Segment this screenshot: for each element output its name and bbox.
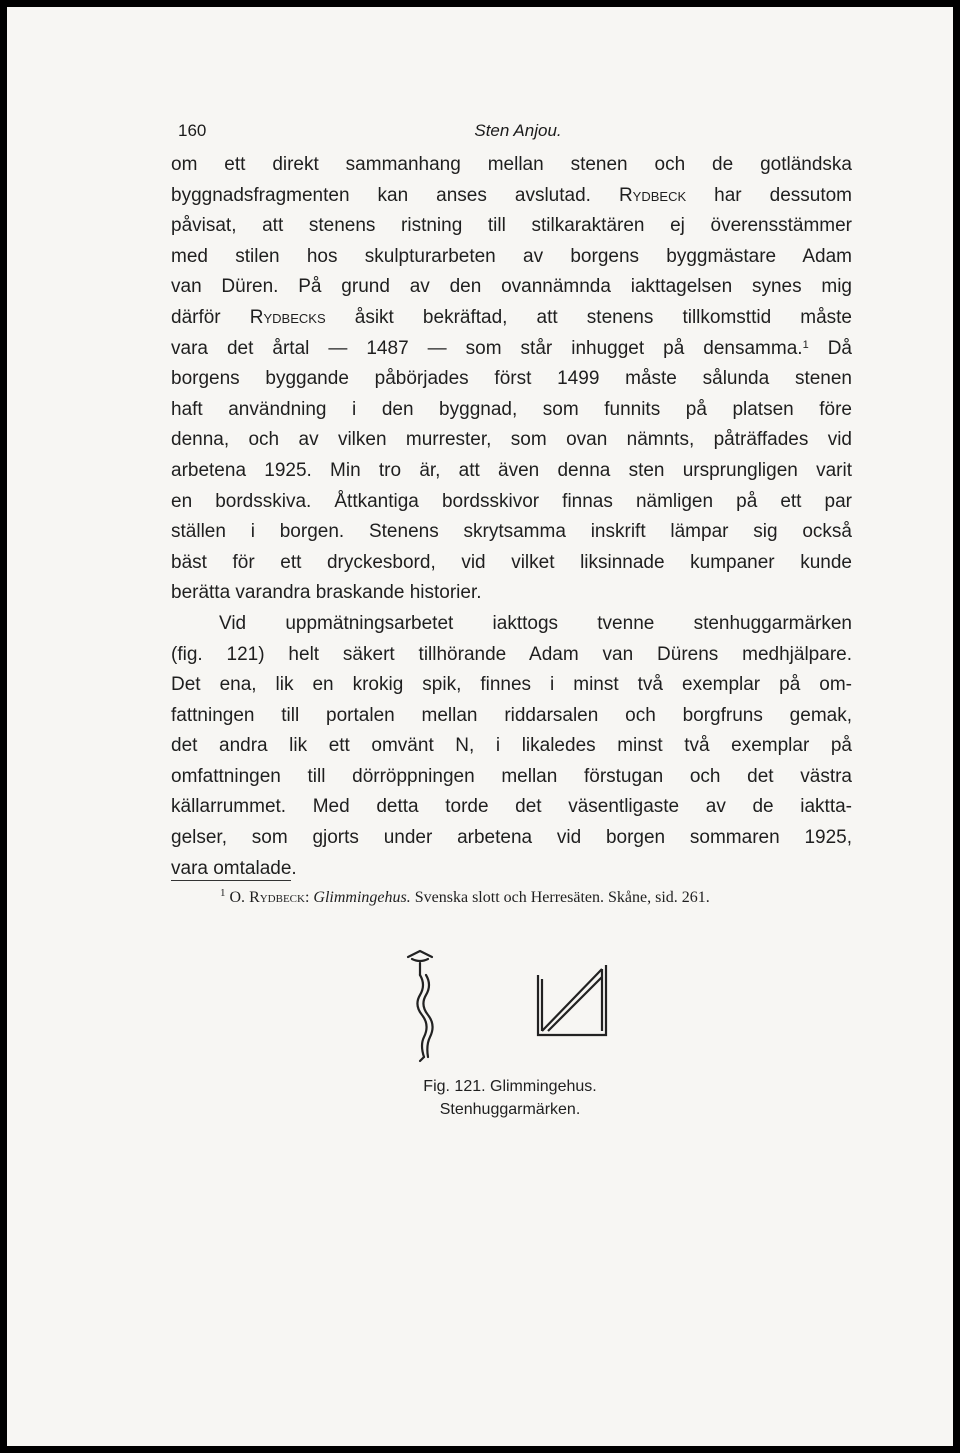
running-title: Sten Anjou. <box>474 121 562 140</box>
text-line: bäst för ett dryckesbord, vid vilket liksinnade kumpaner kunde <box>171 551 852 573</box>
page-number: 160 <box>178 121 207 140</box>
text-line: berätta varandra braskande historier. <box>171 582 482 604</box>
text-line: gelser, som gjorts under arbetena vid borgen sommaren 1925, <box>171 827 852 849</box>
footnote: $^1$ O. Rydbeck: Glimmingehus. Svenska slott och Herresäten. Skåne, sid. 261. <box>220 887 710 906</box>
text-line: därför Rydbecks åsikt bekräftad, att stenens tillkomsttid måste <box>171 306 852 328</box>
text-line: borgens byggande påbörjades först 1499 måste sålunda stenen <box>171 368 852 390</box>
footnote-divider <box>171 880 291 881</box>
text-line: (fig. 121) helt säkert tillhörande Adam van Dürens medhjälpare. <box>171 643 852 665</box>
author-name: Rydbeck <box>618 184 687 206</box>
text-line: vara det årtal — 1487 — som står inhugget på densamma.$^1$ Då <box>171 337 852 359</box>
text-line: med stilen hos skulpturarbeten av borgens byggmästare Adam <box>171 245 852 267</box>
footnote-marker: 1 <box>220 887 226 899</box>
text-line: Det ena, lik en krokig spik, finnes i minst två exemplar på om- <box>171 674 852 696</box>
caption-line: Fig. 121. Glimmingehus. <box>423 1078 597 1095</box>
text-line: fattningen till portalen mellan riddarsalen och borgfruns gemak, <box>171 704 852 726</box>
crooked-nail-mark <box>408 951 433 1061</box>
text-line: det andra lik ett omvänt N, i likaledes minst två exemplar på <box>171 735 852 757</box>
text-line: byggnadsfragmenten kan anses avslutad. Rydbeck har dessutom <box>171 184 853 206</box>
mason-marks-figure <box>390 945 630 1070</box>
text-line: haft användning i den byggnad, som funnits på platsen före <box>171 398 852 420</box>
caption-line: Stenhuggarmärken. <box>439 1101 581 1118</box>
author-name: Rydbecks <box>249 306 326 328</box>
figure-caption <box>300 1075 720 1121</box>
body-text <box>171 150 852 884</box>
page-header <box>178 121 858 149</box>
text-line: omfattningen till dörröppningen mellan förstugan och det västra <box>171 765 852 787</box>
text-line: arbetena 1925. Min tro är, att även denna sten ursprungligen varit <box>171 459 852 481</box>
text-line: ställen i borgen. Stenens skrytsamma inskrift lämpar sig också <box>171 521 852 543</box>
reversed-n-mark <box>538 965 606 1035</box>
text-line: van Düren. På grund av den ovannämnda iakttagelsen synes mig <box>171 276 852 298</box>
text-line: om ett direkt sammanhang mellan stenen och de gotländska <box>171 154 852 175</box>
text-line: påvisat, att stenens ristning till stilkaraktären ej överensstämmer <box>171 215 852 237</box>
text-line: en bordsskiva. Åttkantiga bordsskivor finnas nämligen på ett par <box>171 490 852 512</box>
footnote-title: Glimmingehus. <box>313 889 411 906</box>
text-line: källarrummet. Med detta torde det väsentligaste av de iaktta- <box>171 796 852 818</box>
footnote-ref[interactable]: 1 <box>802 338 809 351</box>
text-line: Vid uppmätningsarbetet iakttogs tvenne stenhuggarmärken <box>219 612 852 634</box>
text-line: vara omtalade. <box>171 857 297 879</box>
footnote-author: Rydbeck <box>249 889 305 906</box>
text-line: denna, och av vilken murrester, som ovan nämnts, påträffades vid <box>171 429 852 451</box>
